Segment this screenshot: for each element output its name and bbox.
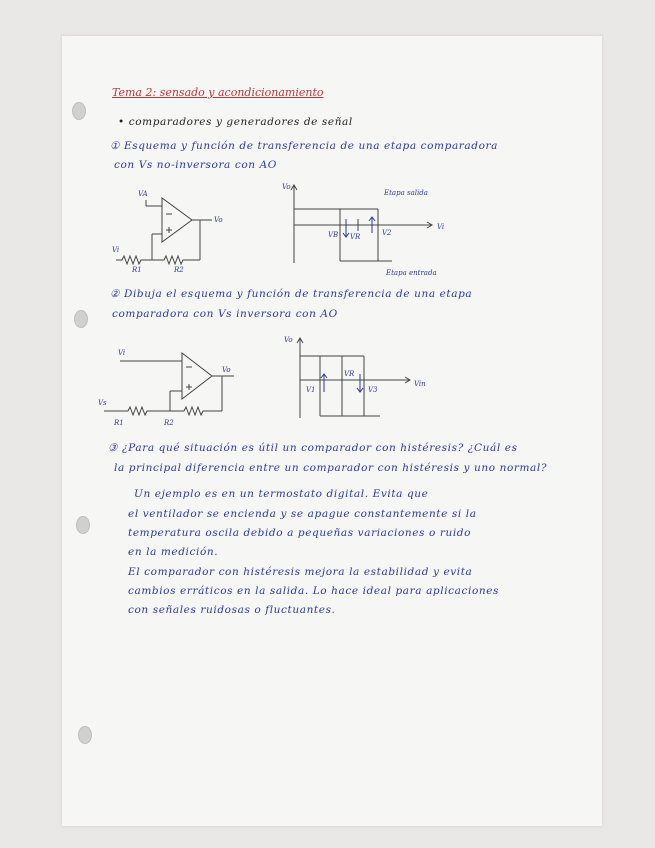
- binder-hole: [76, 516, 90, 534]
- v1-label: V1: [306, 386, 316, 394]
- vs-label: Vs: [98, 399, 107, 407]
- q1-circuit-labels: [112, 186, 232, 276]
- binder-hole: [72, 102, 86, 120]
- answer-line: en la medición.: [128, 546, 219, 558]
- q2-graph-labels: [280, 334, 440, 424]
- question-1-line-2: con Vs no-inversora con AO: [114, 159, 277, 171]
- question-3-line-2: la principal diferencia entre un comparador con histéresis y uno normal?: [114, 462, 548, 474]
- question-1-line-1: ① Esquema y función de transferencia de una etapa comparadora: [110, 140, 499, 152]
- binder-hole: [78, 726, 92, 744]
- vr-label: VR: [344, 370, 355, 378]
- vb-label: VB: [328, 231, 339, 239]
- vo-label: Vo: [222, 366, 231, 374]
- r2-label: R2: [174, 266, 184, 274]
- vo-label: Vo: [214, 216, 223, 224]
- binder-hole: [74, 310, 88, 328]
- graph-vo-label: Vo: [282, 183, 291, 191]
- answer-line: con señales ruidosas o fluctuantes.: [128, 604, 336, 616]
- graph-vo-label: Vo: [284, 336, 293, 344]
- answer-line: cambios erráticos en la salida. Lo hace ideal para aplicaciones: [128, 585, 500, 597]
- q1-graph-labels: [282, 181, 462, 301]
- q2-circuit-labels: [98, 339, 248, 429]
- vi-label: Vi: [112, 246, 120, 254]
- notebook-page: [62, 36, 602, 826]
- question-2-line-1: ② Dibuja el esquema y función de transferencia de una etapa: [110, 288, 473, 300]
- topic-bullet: • comparadores y generadores de señal: [118, 116, 353, 128]
- r2-label: R2: [164, 419, 174, 427]
- graph-vin-label: Vin: [414, 380, 426, 388]
- va-label: VA: [138, 190, 148, 198]
- etapa-entrada-label: Etapa entrada: [386, 269, 437, 277]
- r1-label: R1: [114, 419, 124, 427]
- r1-label: R1: [132, 266, 142, 274]
- graph-vi-label: Vi: [437, 223, 445, 231]
- answer-line: el ventilador se encienda y se apague constantemente si la: [128, 508, 477, 520]
- vr-label: VR: [350, 233, 361, 241]
- page-title: Tema 2: sensado y acondicionamiento: [112, 86, 324, 99]
- v2-label: V2: [382, 229, 392, 237]
- vi-label: Vi: [118, 349, 126, 357]
- answer-line: temperatura oscila debido a pequeñas variaciones o ruido: [128, 527, 472, 539]
- answer-line: El comparador con histéresis mejora la estabilidad y evita: [128, 566, 473, 578]
- question-3-line-1: ③ ¿Para qué situación es útil un comparador con histéresis? ¿Cuál es: [108, 442, 518, 454]
- etapa-salida-label: Etapa salida: [384, 189, 428, 197]
- v3-label: V3: [368, 386, 378, 394]
- question-2-line-2: comparadora con Vs inversora con AO: [112, 308, 338, 320]
- answer-line: Un ejemplo es en un termostato digital. Evita que: [134, 488, 429, 500]
